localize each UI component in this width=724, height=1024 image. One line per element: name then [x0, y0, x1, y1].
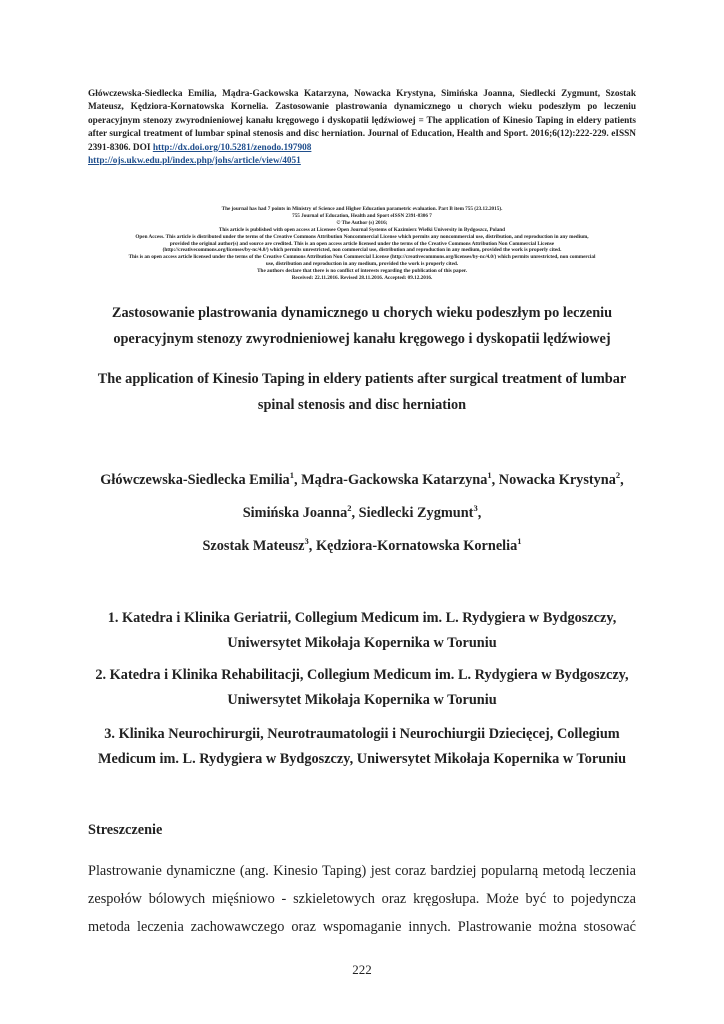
author-name: Szostak Mateusz — [202, 538, 305, 554]
author-name: Kędziora-Kornatowska Kornelia — [315, 538, 518, 554]
notice-line: Received: 22.11.2016. Revised 28.11.2016. Accepted: 09.12.2016. — [291, 275, 433, 282]
page-number: 222 — [352, 962, 372, 977]
doi-link[interactable]: http://dx.doi.org/10.5281/zenodo.197908 — [152, 142, 312, 153]
abstract-text: Plastrowanie dynamiczne (ang. Kinesio Taping) jest coraz bardziej popularną metodą leczenia zespołów bólowych mięśniowo - szkieletowych oraz kręgosłupa. Może być to pojedyncza metoda leczenia zachowawczego oraz wspomaganie innych. Plastrowanie można stosować — [88, 863, 636, 935]
notice-line: This article is published with open access at Licensee Open Journal Systems of Kazimierz Wielki University in Bydgoszcz, Poland — [218, 226, 506, 233]
notice-line: 755 Journal of Education, Health and Sport eISSN 2391-8306 7 — [292, 212, 432, 219]
section-heading-abstract: Streszczenie — [88, 822, 163, 838]
notice-line: (http://creativecommons.org/licenses/by-nc/4.0/) which permits unrestricted, non commercial use, distribution and reproduction in any medium, provided the work is properly cited. — [162, 247, 562, 254]
notice-line: This is an open access article licensed under the terms of the Creative Commons Attribution Non Commercial License (http://creativecommons.org/licenses/by-nc/4.0/) which permits unrestricted, non commercial — [128, 254, 596, 261]
affiliation-1: 1. Katedra i Klinika Geriatrii, Collegium Medicum im. L. Rydygiera w Bydgoszczy, Uniwersytet Mikołaja Kopernika w Toruniu — [107, 610, 617, 651]
affiliation-marker: 1 — [487, 470, 492, 480]
citation-text: Główczewska-Siedlecka Emilia, Mądra-Gackowska Katarzyna, Nowacka Krystyna, Simińska Joanna, Siedlecki Zygmunt, Szostak Mateusz, Kędziora-Kornatowska Kornelia. Zastosowanie plastrowania dynamicznego u chorych wieku podeszłym po leczeniu operacyjnym stenozy zwyrodnieniowej kanału kręgowego i dyskopatii lędźwiowej = The application of Kinesio Taping in eldery patients after surgical treatment of lumbar spinal stenosis and disc herniation. Journal of Education, Health and Sport. 2016;6(12):222-229. eISSN 2391-8306. DOI — [88, 89, 636, 153]
author-name: Simińska Joanna — [242, 505, 348, 521]
affiliation-2: 2. Katedra i Klinika Rehabilitacji, Collegium Medicum im. L. Rydygiera w Bydgoszczy, Uniwersytet Mikołaja Kopernika w Toruniu — [95, 667, 629, 708]
author-name: Mądra-Gackowska Katarzyna — [301, 472, 488, 488]
author-name: Nowacka Krystyna — [498, 472, 616, 488]
notice-line: provided the original author(s) and source are credited. This is an open access article licensed under the terms of the Creative Commons Attribution Non Commercial License — [169, 240, 555, 247]
affiliation-marker: 2 — [615, 470, 621, 480]
notice-line: Open Access. This article is distributed under the terms of the Creative Commons Attribution Noncommercial License which permits any noncommercial use, distribution, and reproduction in any medium, — [135, 233, 589, 240]
article-url-link[interactable]: http://ojs.ukw.edu.pl/index.php/johs/article/view/4051 — [88, 156, 301, 167]
affiliation-3: 3. Klinika Neurochirurgii, Neurotraumatologii i Neurochiurgii Dziecięcej, Collegium Medicum im. L. Rydygiera w Bydgoszczy, Uniwersytet Mikołaja Kopernika w Toruniu — [97, 726, 627, 767]
citation-block — [88, 88, 636, 168]
affiliation-marker: 3 — [304, 536, 309, 546]
title-polish: Zastosowanie plastrowania dynamicznego u chorych wieku podeszłym po leczeniu operacyjnym stenozy zwyrodnieniowej kanału kręgowego i dyskopatii lędźwiowej — [111, 305, 613, 347]
notice-line: © The Author (s) 2016; — [336, 219, 388, 226]
notice-line: The authors declare that there is no conflict of interests regarding the publication of this paper. — [257, 268, 467, 275]
notice-line: use, distribution and reproduction in any medium, provided the work is properly cited. — [265, 261, 459, 268]
author-list: Główczewska-Siedlecka Emilia$^1$, Mądra-Gackowska Katarzyna$^1$, Nowacka Krystyna$^2$, Simińska Joanna$^2$, Siedlecki Zygmunt$^3$, Szostak Mateusz$^3$, Kędziora-Kornatowska Kornelia$^1$ — [100, 470, 624, 554]
notice-line: The journal has had 7 points in Ministry of Science and Higher Education parametric evaluation. Part B item 755 (23.12.2015). — [221, 206, 503, 212]
title-english: The application of Kinesio Taping in eldery patients after surgical treatment of lumbar spinal stenosis and disc herniation — [97, 371, 627, 413]
affiliation-marker: 1 — [517, 536, 522, 546]
author-name: Siedlecki Zygmunt — [358, 505, 474, 521]
journal-notice — [60, 206, 664, 282]
affiliation-marker: 3 — [473, 503, 478, 513]
affiliation-marker: 2 — [347, 503, 352, 513]
affiliation-marker: 1 — [289, 470, 294, 480]
author-name: Główczewska-Siedlecka Emilia — [100, 472, 290, 488]
